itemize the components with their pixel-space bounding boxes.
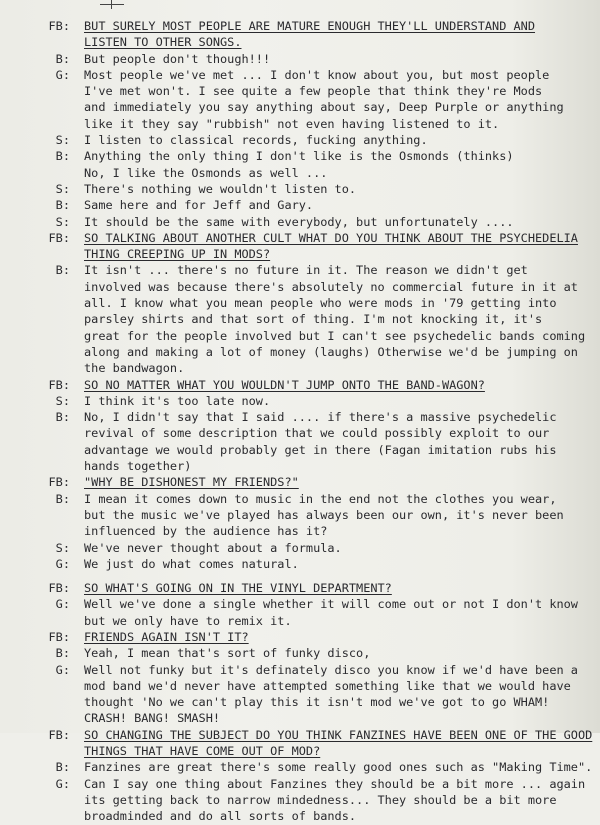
text-line: I listen to classical records, fucking anything. [84, 133, 428, 148]
speaker-label: S: [55, 393, 70, 408]
text-line: advantage we would probably get in there (Fagan imitation rubs his [84, 442, 557, 457]
entry-text [0, 51, 600, 67]
text-line: thought 'No we can't play this it isn't mod we've got to go WHAM! [84, 695, 550, 710]
speaker-response [0, 645, 600, 661]
speaker-label: B: [55, 491, 70, 506]
text-line: There's nothing we wouldn't listen to. [84, 181, 357, 196]
speaker-response [0, 776, 600, 825]
speaker-label: G: [55, 662, 70, 677]
entry-text [0, 18, 600, 51]
speaker-label: G: [55, 776, 70, 791]
entry-text [0, 540, 600, 556]
text-line: Fanzines are great there's some really good ones such as "Making Time". [84, 760, 593, 775]
speaker-label: FB: [48, 581, 70, 596]
entry-text [0, 596, 600, 629]
text-line: Same here and for Jeff and Gary. [84, 198, 314, 213]
text-line: I mean it comes down to music in the end not the clothes you wear, [84, 491, 557, 506]
entry-text [0, 197, 600, 213]
speaker-label: B: [55, 646, 70, 661]
entry-text [0, 727, 600, 760]
speaker-label: B: [55, 263, 70, 278]
text-line: I think it's too late now. [84, 393, 271, 408]
speaker-response [0, 556, 600, 572]
text-line: along and making a lot of money (laughs) Otherwise we'd be jumping on [84, 344, 578, 359]
entry-text [0, 262, 600, 376]
text-line: SO CHANGING THE SUBJECT DO YOU THINK FANZINES HAVE BEEN ONE OF THE GOOD [84, 727, 593, 742]
entry-text [0, 580, 600, 596]
text-line: But people don't though!!! [84, 51, 271, 66]
text-line: SO NO MATTER WHAT YOU WOULDN'T JUMP ONTO THE BAND-WAGON? [84, 377, 485, 392]
speaker-label: S: [55, 181, 70, 196]
text-line: We just do what comes natural. [84, 556, 299, 571]
entry-text [0, 491, 600, 540]
text-line: all. I know what you mean people who were mods in '79 getting into [84, 296, 557, 311]
interviewer-question [0, 377, 600, 393]
text-line: "WHY BE DISHONEST MY FRIENDS?" [84, 475, 299, 490]
speaker-response [0, 262, 600, 376]
registration-mark [100, 0, 124, 10]
speaker-label: G: [55, 597, 70, 612]
text-line: CRASH! BANG! SMASH! [84, 711, 221, 726]
speaker-label: S: [55, 540, 70, 555]
speaker-label: G: [55, 556, 70, 571]
interviewer-question [0, 474, 600, 490]
speaker-response [0, 51, 600, 67]
text-line: THINGS THAT HAVE COME OUT OF MOD? [84, 744, 321, 759]
text-line: No, I didn't say that I said .... if there's a massive psychedelic [84, 410, 557, 425]
speaker-response [0, 67, 600, 132]
entry-text [0, 662, 600, 727]
entry-text [0, 645, 600, 661]
text-line: and immediately you say anything about say, Deep Purple or anything [84, 100, 564, 115]
text-line: like it they say "rubbish" not even having listened to it. [84, 116, 500, 131]
text-line: revival of some description that we could possibly exploit to our [84, 426, 550, 441]
interviewer-question [0, 230, 600, 263]
speaker-label: B: [55, 760, 70, 775]
entry-text [0, 230, 600, 263]
speaker-response [0, 596, 600, 629]
entry-text [0, 181, 600, 197]
speaker-label: FB: [48, 230, 70, 245]
interview-transcript [0, 18, 600, 825]
speaker-response [0, 197, 600, 213]
entry-text [0, 67, 600, 132]
text-line: LISTEN TO OTHER SONGS. [84, 35, 242, 50]
text-line: SO TALKING ABOUT ANOTHER CULT WHAT DO YOU THINK ABOUT THE PSYCHEDELIA [84, 230, 578, 245]
speaker-label: FB: [48, 19, 70, 33]
text-line: No, I like the Osmonds as well ... [84, 165, 328, 180]
speaker-response [0, 759, 600, 775]
speaker-label: FB: [48, 475, 70, 490]
text-line: mod band we'd never have attempted something like that we would have [84, 678, 571, 693]
text-line: but we only have to remix it. [84, 613, 292, 628]
text-line: Well we've done a single whether it will come out or not I don't know [84, 597, 578, 612]
text-line: It should be the same with everybody, but unfortunately .... [84, 214, 514, 229]
interviewer-question [0, 629, 600, 645]
speaker-label: B: [55, 198, 70, 213]
entry-text [0, 132, 600, 148]
speaker-label: B: [55, 410, 70, 425]
entry-text [0, 377, 600, 393]
entry-text [0, 393, 600, 409]
speaker-response [0, 540, 600, 556]
text-line: broadminded and do all sorts of bands. [84, 809, 357, 824]
text-line: Anything the only thing I don't like is the Osmonds (thinks) [84, 149, 514, 164]
text-line: great for the people involved but I can't see psychedelic bands coming [84, 328, 586, 343]
text-line: We've never thought about a formula. [84, 540, 342, 555]
text-line: It isn't ... there's no future in it. The reason we didn't get [84, 263, 528, 278]
speaker-response [0, 409, 600, 474]
speaker-response [0, 662, 600, 727]
speaker-response [0, 148, 600, 181]
text-line: SO WHAT'S GOING ON IN THE VINYL DEPARTMENT? [84, 581, 392, 596]
entry-text [0, 556, 600, 572]
speaker-label: FB: [48, 629, 70, 644]
text-line: the bandwagon. [84, 361, 185, 376]
text-line: its getting back to narrow mindedness... They should be a bit more [84, 792, 557, 807]
speaker-response [0, 181, 600, 197]
interviewer-question [0, 727, 600, 760]
interviewer-question [0, 580, 600, 596]
text-line: BUT SURELY MOST PEOPLE ARE MATURE ENOUGH THEY'LL UNDERSTAND AND [84, 19, 536, 33]
text-line: parsley shirts and that sort of thing. I'm not knocking it, it's [84, 312, 543, 327]
speaker-label: FB: [48, 727, 70, 742]
entry-text [0, 148, 600, 181]
interviewer-question [0, 18, 600, 51]
text-line: Yeah, I mean that's sort of funky disco, [84, 646, 371, 661]
speaker-label: G: [55, 67, 70, 82]
text-line: influenced by the audience has it? [84, 524, 328, 539]
entry-text [0, 629, 600, 645]
text-line: I've met won't. I see quite a few people that think they're Mods [84, 84, 543, 99]
text-line: hands together) [84, 459, 192, 474]
text-line: involved was because there's absolutely no commercial future in it at [84, 279, 578, 294]
speaker-response [0, 214, 600, 230]
entry-text [0, 776, 600, 825]
text-line: Well not funky but it's definately disco you know if we'd have been a [84, 662, 578, 677]
text-line: Can I say one thing about Fanzines they should be a bit more ... again [84, 776, 586, 791]
entry-text [0, 214, 600, 230]
speaker-label: B: [55, 149, 70, 164]
entry-text [0, 474, 600, 490]
speaker-response [0, 491, 600, 540]
speaker-response [0, 132, 600, 148]
speaker-label: FB: [48, 377, 70, 392]
text-line: but the music we've played has always been our own, it's never been [84, 507, 564, 522]
speaker-label: S: [55, 133, 70, 148]
text-line: Most people we've met ... I don't know about you, but most people [84, 67, 550, 82]
entry-text [0, 759, 600, 775]
text-line: FRIENDS AGAIN ISN'T IT? [84, 629, 249, 644]
entry-text [0, 409, 600, 474]
speaker-label: B: [55, 51, 70, 66]
text-line: THING CREEPING UP IN MODS? [84, 247, 271, 262]
speaker-label: S: [55, 214, 70, 229]
speaker-response [0, 393, 600, 409]
